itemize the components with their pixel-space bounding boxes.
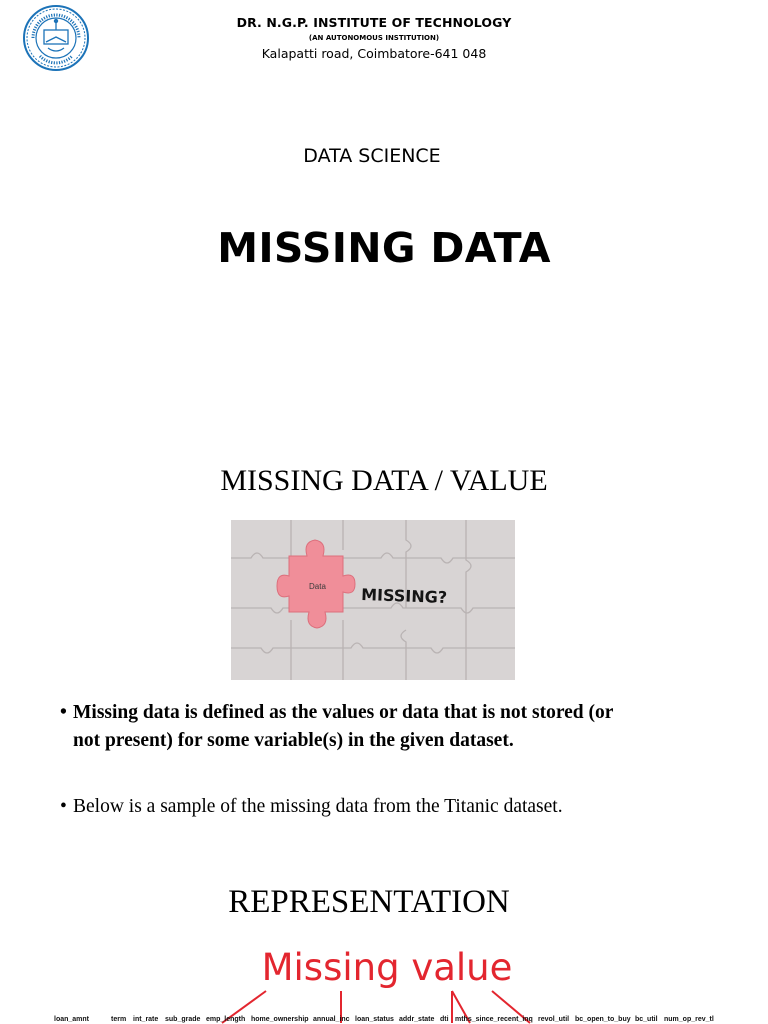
column-header: int_rate	[133, 1016, 159, 1023]
missing-value-annotation: Missing value	[261, 946, 513, 989]
column-header: loan_status	[355, 1016, 394, 1023]
column-header: bc_util	[635, 1016, 658, 1023]
column-header: sub_grade	[165, 1016, 201, 1023]
subject-label: DATA SCIENCE	[303, 145, 441, 167]
institute-subtitle: (AN AUTONOMOUS INSTITUTION)	[308, 34, 440, 42]
puzzle-piece-label: Data	[309, 582, 326, 591]
column-header: home_ownership	[251, 1016, 309, 1023]
section-heading-missing-data-value: MISSING DATA / VALUE	[220, 464, 548, 497]
institute-name: DR. N.G.P. INSTITUTE OF TECHNOLOGY	[236, 15, 512, 30]
puzzle-missing-piece-image	[231, 520, 515, 680]
institute-address: Kalapatti road, Coimbatore-641 048	[261, 46, 487, 61]
bullet-sample	[60, 793, 740, 821]
bullet-sample-text: Below is a sample of the missing data from the Titanic dataset.	[73, 796, 563, 817]
column-header: annual_inc	[313, 1016, 350, 1023]
column-header: addr_state	[399, 1016, 435, 1023]
bullet-definition-line-1: Missing data is defined as the values or data that is not stored (or	[73, 702, 614, 723]
section-heading-representation: REPRESENTATION	[228, 884, 510, 920]
column-header: mths_since_recent_inq	[455, 1016, 533, 1023]
column-header: term	[111, 1016, 127, 1023]
page-title: MISSING DATA	[217, 224, 551, 272]
dataset-header-row	[0, 1013, 768, 1024]
column-header: revol_util	[538, 1016, 570, 1023]
column-header: emp_length	[206, 1016, 246, 1023]
column-header: num_op_rev_tl	[664, 1016, 714, 1023]
column-header: dti	[440, 1016, 449, 1023]
bullet-marker: •	[60, 796, 67, 817]
bullet-definition	[60, 699, 720, 755]
column-header: bc_open_to_buy	[575, 1016, 631, 1023]
bullet-marker: •	[60, 702, 67, 723]
bullet-definition-line-2: not present) for some variable(s) in the given dataset.	[73, 730, 514, 751]
column-header: loan_amnt	[54, 1016, 90, 1023]
puzzle-caption: MISSING?	[360, 585, 448, 607]
